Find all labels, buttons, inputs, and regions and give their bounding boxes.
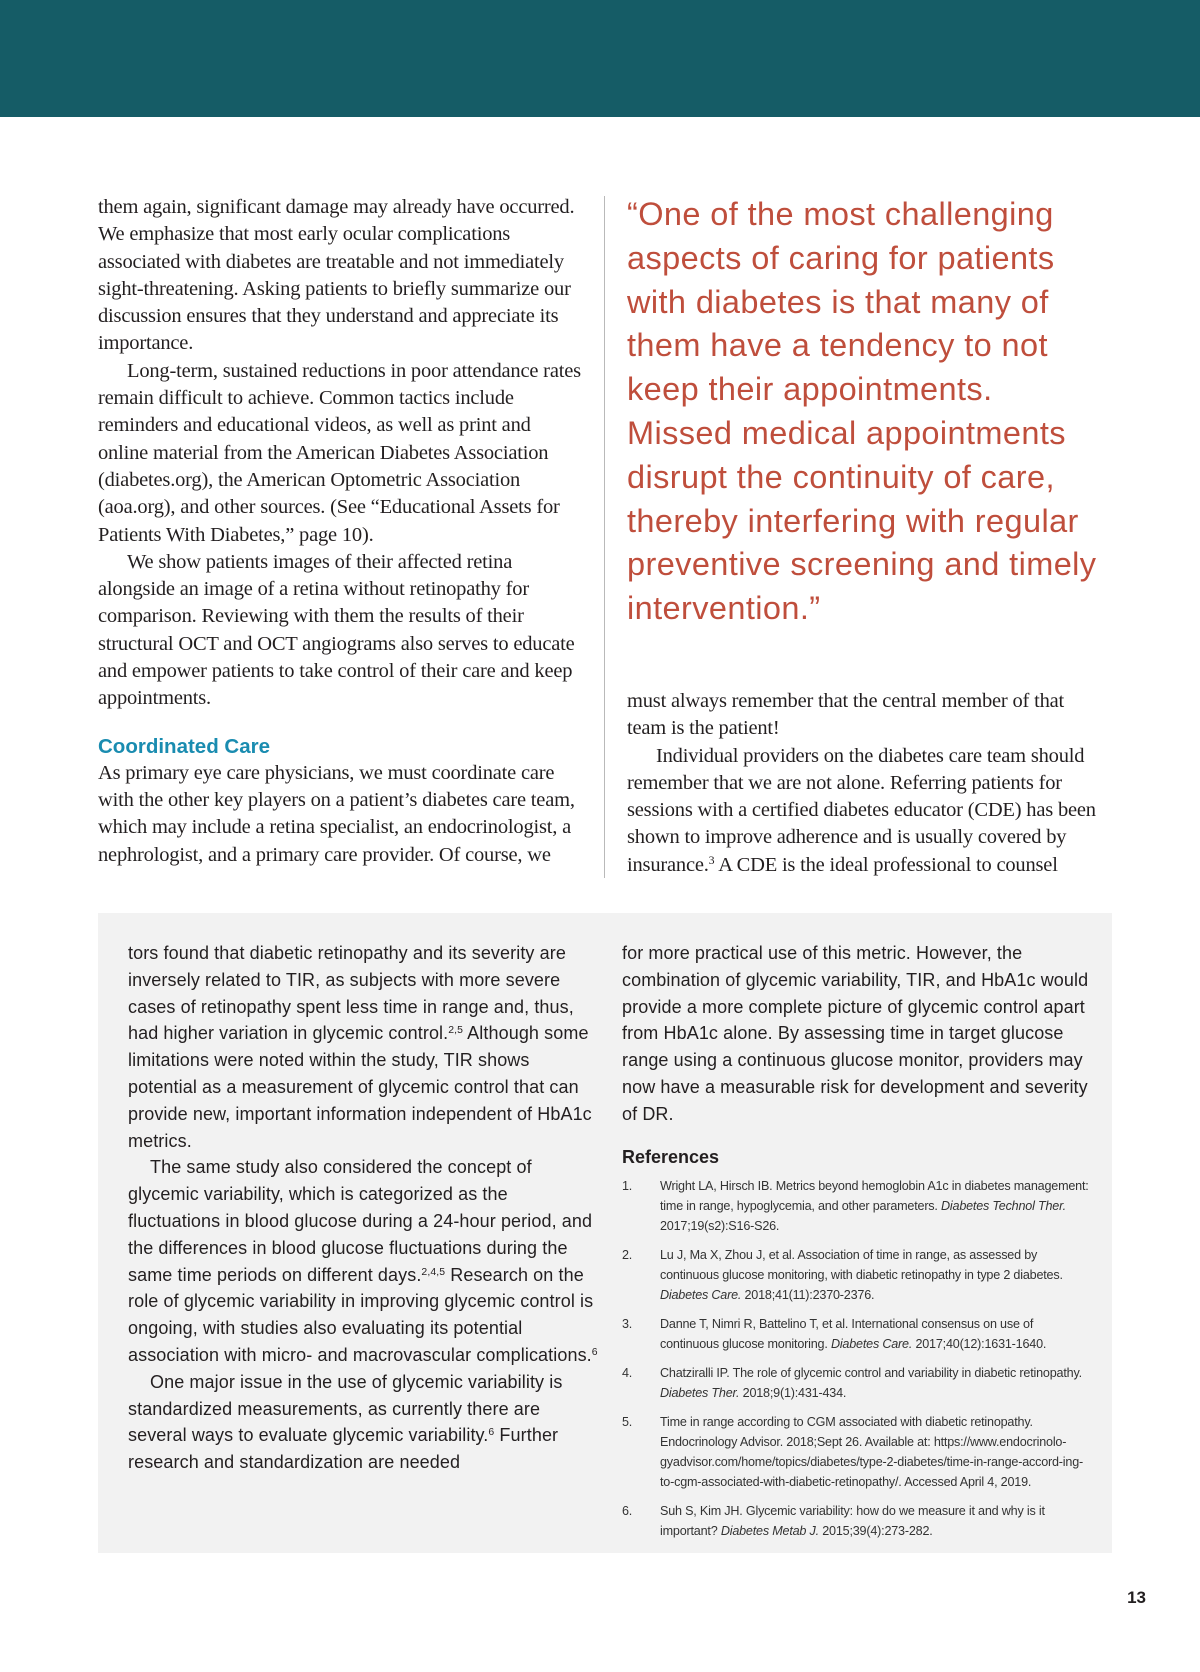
reference-number: 6. <box>622 1503 633 1518</box>
reference-item <box>622 1501 1092 1541</box>
reference-text <box>660 1176 1092 1236</box>
text-run: 2017;19(s2):S16-S26. <box>660 1218 780 1233</box>
pull-quote: “One of the most challenging aspects of caring for patients with diabetes is that many of them have a tendency to not keep their appointments. Missed medical appointments disrupt the continuity of care, thereby interfering with regular preventive screening and timely intervention.” <box>627 196 1097 627</box>
text-run: 2015;39(4):273-282. <box>818 1523 933 1538</box>
text-run: Lu J, Ma X, Zhou J, et al. Association of time in range, as assessed by continuous glucose monitoring, with diabetic retinopathy in type 2 diabetes. <box>660 1247 1063 1282</box>
sidebar-paragraph <box>128 940 598 1154</box>
journal-name: Diabetes Care. <box>830 1336 913 1351</box>
reference-number: 3. <box>622 1316 633 1331</box>
text-run: 2018;41(11):2370-2376. <box>741 1287 875 1302</box>
citation-superscript: 6 <box>488 1427 495 1439</box>
text-run: Time in range according to CGM associated with diabetic retinopathy. Endocrinology Advisor. 2018;Sept 26. Available at: https://www.endocrinolo-gyadvisor.com/home/topics/diabetes/type-2-diabetes/time-in-range-accord-ing-to-cgm-associated-with-diabetic-retinopathy/. Accessed April 4, 2019. <box>660 1414 1083 1489</box>
body-paragraph: them again, significant damage may already have occurred. We emphasize that most early ocular complications associated with diabetes are treatable and not immediately sight-threatening. Asking patients to briefly summarize our discussion ensures that they understand and appreciate its importance. <box>98 196 575 355</box>
right-column <box>627 688 1097 879</box>
reference-number: 4. <box>622 1365 633 1380</box>
text-run: Danne T, Nimri R, Battelino T, et al. International consensus on use of continuous glucose monitoring. <box>660 1316 1034 1351</box>
left-column <box>98 194 585 869</box>
reference-text <box>660 1245 1092 1305</box>
journal-name: Diabetes Metab J. <box>720 1523 819 1538</box>
text-run: A CDE is the ideal professional to counsel <box>714 853 1058 876</box>
text-run: Wright LA, Hirsch IB. Metrics beyond hemoglobin A1c in diabetes management: time in range, hypoglycemia, and other parameters. <box>660 1178 1089 1213</box>
text-run: The same study also considered the concept of glycemic variability, which is categorized as the fluctuations in blood glucose during a 24-hour period, and the differences in blood glucose fluctuations during the same time periods on different days. <box>128 1157 593 1285</box>
column-divider <box>604 196 605 878</box>
reference-text <box>660 1501 1092 1541</box>
references-heading: References <box>622 1146 720 1167</box>
reference-item <box>622 1314 1092 1354</box>
reference-number: 5. <box>622 1414 633 1429</box>
page-number: 13 <box>1127 1588 1146 1607</box>
text-run: Further research and standardization are needed <box>128 1425 559 1473</box>
sidebar-right-column <box>622 940 1092 1550</box>
text-run: Individual providers on the diabetes care team should remember that we are not alone. Referring patients for sessions with a certified diabetes educator (CDE) has been shown to improve adherence and is usually covered by insurance. <box>627 744 1096 876</box>
journal-name: Diabetes Technol Ther. <box>941 1198 1066 1213</box>
text-run: One major issue in the use of glycemic variability is standardized measurements, as currently there are several ways to evaluate glycemic variability. <box>128 1371 563 1446</box>
citation-superscript: 2,4,5 <box>421 1266 446 1278</box>
body-paragraph <box>627 743 1097 879</box>
citation-superscript: 3 <box>708 852 715 867</box>
reference-text <box>660 1314 1092 1354</box>
citation-superscript: 2,5 <box>448 1025 464 1037</box>
reference-text <box>660 1412 1092 1492</box>
text-run: Suh S, Kim JH. Glycemic variability: how do we measure it and why is it important? <box>660 1503 1045 1538</box>
sidebar-paragraph <box>128 1154 598 1368</box>
reference-number: 2. <box>622 1247 633 1262</box>
body-paragraph: must always remember that the central member of that team is the patient! <box>627 690 1065 740</box>
sidebar-left-column <box>128 940 598 1476</box>
text-run: Although some limitations were noted within the study, TIR shows potential as a measurement of glycemic control that can provide new, important information independent of HbA1c metrics. <box>128 1023 592 1151</box>
journal-name: Diabetes Care. <box>660 1287 742 1302</box>
sidebar-box <box>98 913 1112 1553</box>
text-run: Research on the role of glycemic variability in improving glycemic control is ongoing, with studies also evaluating its potential association with micro- and macrovascular complications. <box>128 1264 594 1365</box>
body-paragraph: We show patients images of their affected retina alongside an image of a retina without retinopathy for comparison. Reviewing with them the results of their structural OCT and OCT angiograms also serves to educate and empower patients to take control of their care and keep appointments. <box>98 550 575 710</box>
reference-item <box>622 1245 1092 1305</box>
body-paragraph: Long-term, sustained reductions in poor attendance rates remain difficult to achieve. Common tactics include reminders and educational videos, as well as print and online material from the American Diabetes Association (diabetes.org), the American Optometric Association (aoa.org), and other sources. (See “Educational Assets for Patients With Diabetes,” page 10). <box>98 359 581 546</box>
body-paragraph: As primary eye care physicians, we must coordinate care with the other key players on a patient’s diabetes care team, which may include a retina specialist, an endocrinologist, a nephrologist, and a primary care provider. Of course, we <box>98 761 575 866</box>
text-run: tors found that diabetic retinopathy and its severity are inversely related to TIR, as subjects with more severe cases of retinopathy spent less time in range and, thus, had higher variation in glycemic control. <box>128 943 574 1044</box>
reference-item <box>622 1363 1092 1403</box>
references-list <box>622 1176 1092 1541</box>
sidebar-paragraph: for more practical use of this metric. However, the combination of glycemic variability, TIR, and HbA1c would provide a more complete picture of glycemic control apart from HbA1c alone. By assessing time in target glucose range using a continuous glucose monitor, providers may now have a measurable risk for development and severity of DR. <box>622 943 1089 1124</box>
section-heading: Coordinated Care <box>98 734 270 758</box>
citation-superscript: 6 <box>591 1346 598 1358</box>
journal-name: Diabetes Ther. <box>660 1385 740 1400</box>
sidebar-paragraph <box>128 1369 598 1476</box>
text-run: 2017;40(12):1631-1640. <box>912 1336 1047 1351</box>
text-run: Chatziralli IP. The role of glycemic control and variability in diabetic retinopathy. <box>660 1365 1082 1380</box>
reference-number: 1. <box>622 1178 633 1193</box>
reference-text <box>660 1363 1092 1403</box>
reference-item <box>622 1412 1092 1492</box>
text-run: 2018;9(1):431-434. <box>739 1385 847 1400</box>
header-band <box>0 0 1200 117</box>
reference-item <box>622 1176 1092 1236</box>
